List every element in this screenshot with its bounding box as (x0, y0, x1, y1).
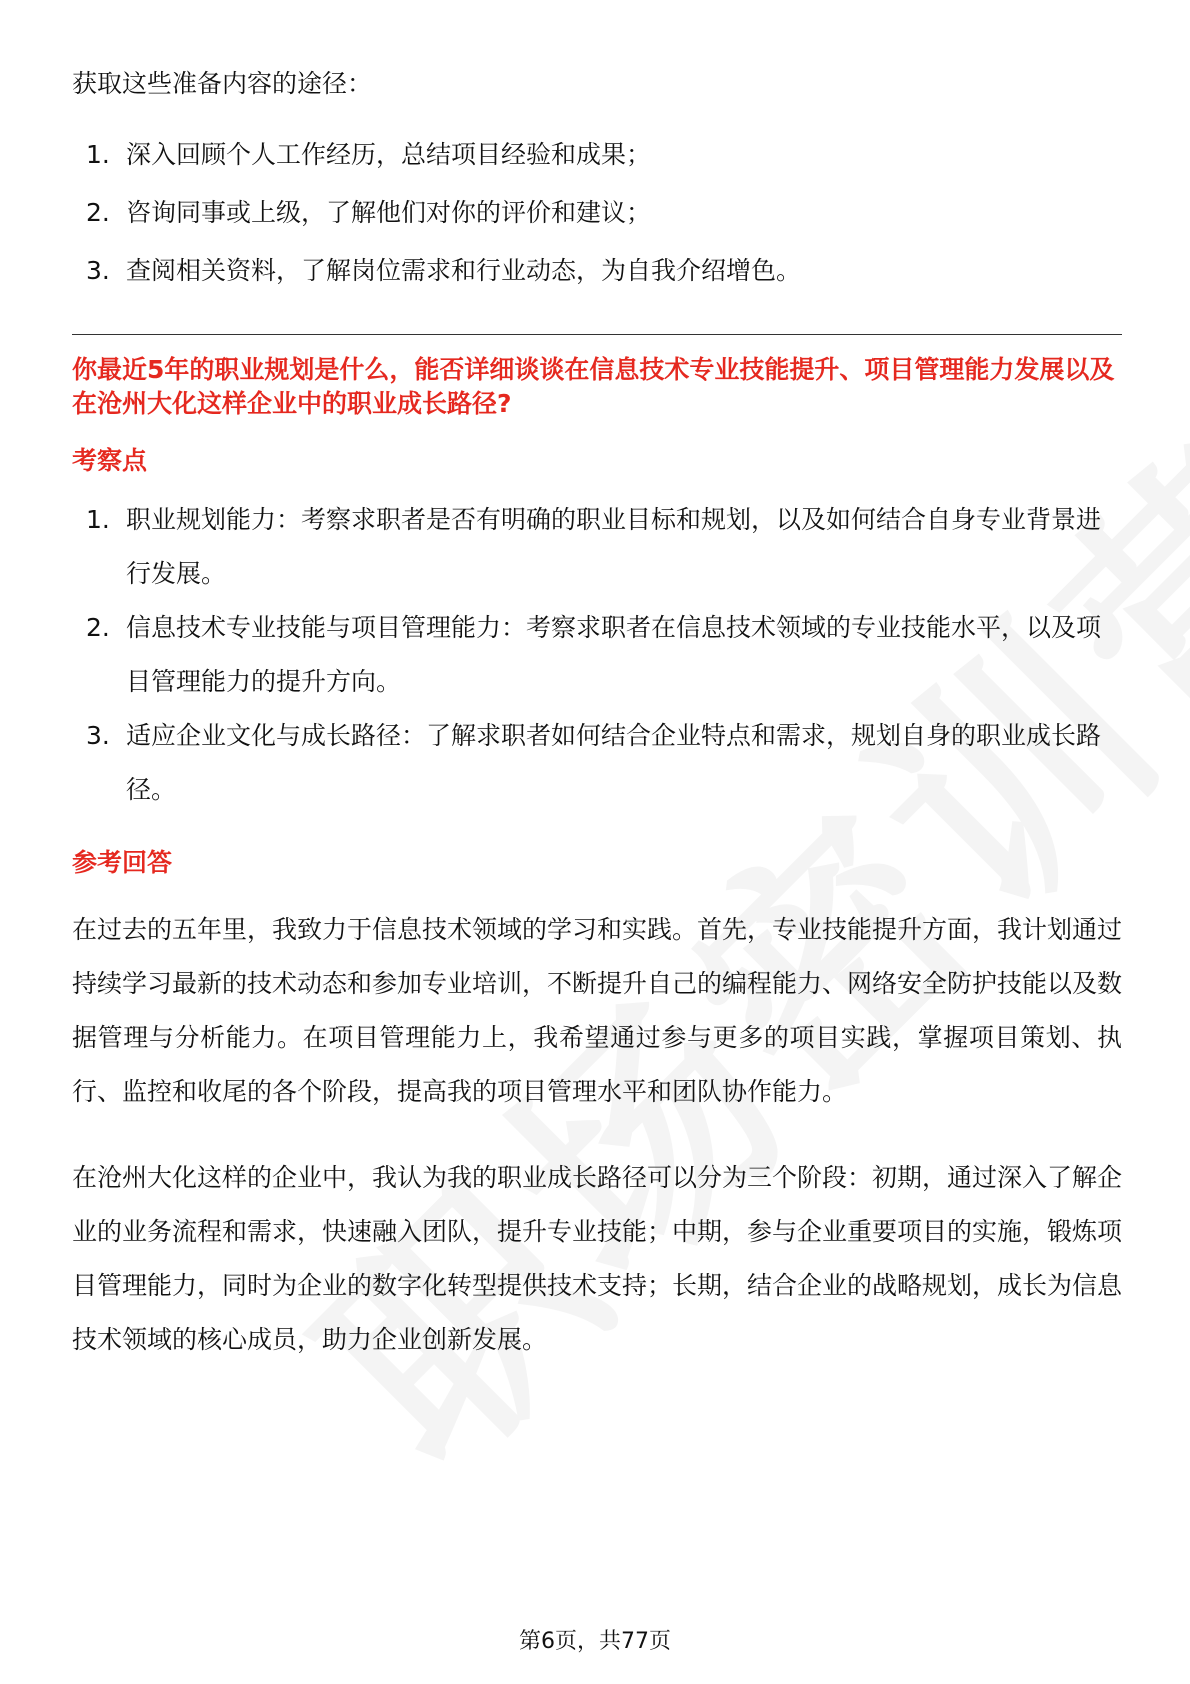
answer-paragraph: 在沧州大化这样的企业中，我认为我的职业成长路径可以分为三个阶段：初期，通过深入了解企业的业务流程和需求，快速融入团队，提升专业技能；中期，参与企业重要项目的实施，锻炼项目管理能力，同时为企业的数字化转型提供技术支持；长期，结合企业的战略规划，成长为信息技术领域的核心成员，助力企业创新发展。 (72, 1163, 1123, 1354)
list-item (72, 126, 1122, 184)
list-item (72, 709, 1122, 817)
list-number: 2. (86, 198, 110, 227)
list-number: 3. (86, 256, 110, 285)
list-number: 1. (86, 505, 110, 534)
page-number: 第6页，共77页 (519, 1629, 671, 1654)
list-item-text: 深入回顾个人工作经历，总结项目经验和成果； (126, 140, 652, 169)
list-number: 1. (86, 140, 110, 169)
list-number: 2. (86, 613, 110, 642)
list-item-text: 咨询同事或上级，了解他们对你的评价和建议； (126, 198, 652, 227)
list-item-text: 查阅相关资料，了解岗位需求和行业动态，为自我介绍增色。 (126, 256, 802, 285)
list-item-text: 职业规划能力：考察求职者是否有明确的职业目标和规划，以及如何结合自身专业背景进行发展。 (126, 505, 1102, 588)
list-number: 3. (86, 721, 110, 750)
answer-heading: 参考回答 (72, 848, 173, 877)
list-item (72, 601, 1122, 709)
list-item (72, 184, 1122, 242)
page-content (72, 56, 1122, 1367)
prep-list (72, 126, 1122, 300)
list-item (72, 493, 1122, 601)
list-item (72, 242, 1122, 300)
list-item-text: 信息技术专业技能与项目管理能力：考察求职者在信息技术领域的专业技能水平，以及项目管理能力的提升方向。 (126, 613, 1102, 696)
section-divider (72, 334, 1122, 335)
question-heading: 你最近5年的职业规划是什么，能否详细谈谈在信息技术专业技能提升、项目管理能力发展以及在沧州大化这样企业中的职业成长路径? (72, 355, 1115, 418)
points-heading: 考察点 (72, 446, 148, 475)
points-list (72, 493, 1122, 817)
list-item-text: 适应企业文化与成长路径：了解求职者如何结合企业特点和需求，规划自身的职业成长路径。 (126, 721, 1102, 804)
intro-text: 获取这些准备内容的途径： (72, 69, 373, 98)
answer-paragraph: 在过去的五年里，我致力于信息技术领域的学习和实践。首先，专业技能提升方面，我计划通过持续学习最新的技术动态和参加专业培训，不断提升自己的编程能力、网络安全防护技能以及数据管理与分析能力。在项目管理能力上，我希望通过参与更多的项目实践，掌握项目策划、执行、监控和收尾的各个阶段，提高我的项目管理水平和团队协作能力。 (72, 915, 1123, 1106)
